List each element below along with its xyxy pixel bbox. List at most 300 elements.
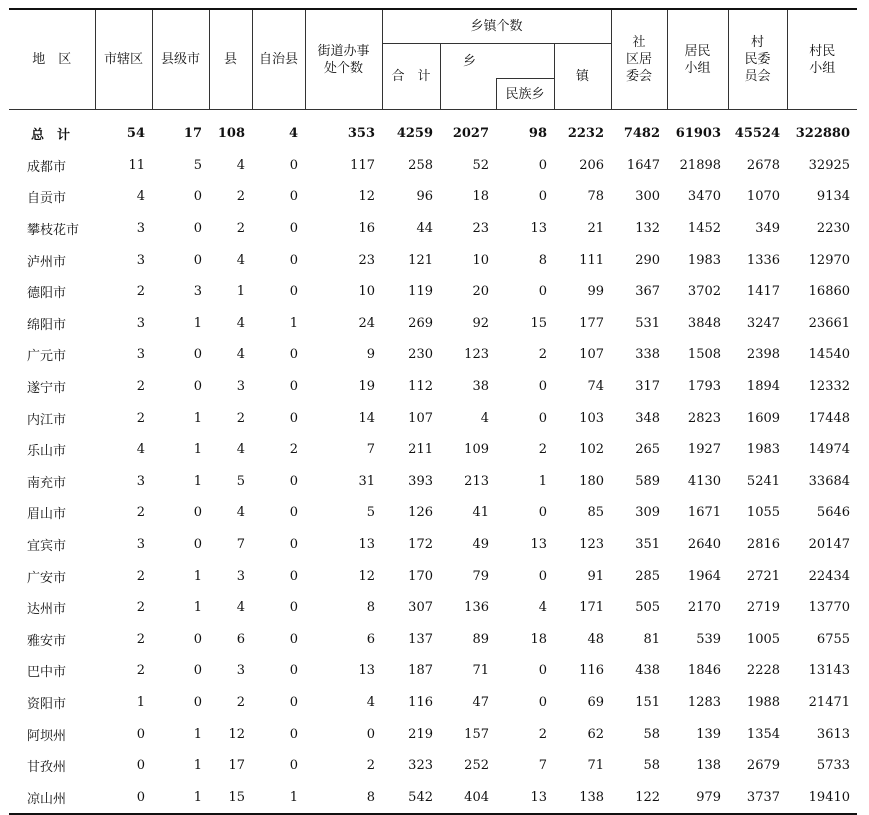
header-village-committees: 村 民委员会 — [728, 9, 787, 110]
xiang-cell: 41 — [472, 505, 489, 521]
table-row — [9, 150, 857, 182]
ethnic-xiang-cell: 0 — [538, 663, 547, 679]
community-committees-cell: 122 — [611, 781, 667, 814]
counties-cell: 5 — [236, 473, 245, 489]
table-row — [9, 181, 857, 213]
counties-cell: 4 — [236, 505, 245, 521]
region-name-cell: 内江市 — [27, 412, 67, 428]
ethnic-xiang-cell: 18 — [530, 631, 547, 647]
community-committees-cell: 531 — [635, 315, 661, 331]
counties-cell: 2 — [236, 221, 245, 237]
counties-cell: 2 — [236, 410, 245, 426]
region-name-cell: 宜宾市 — [27, 539, 67, 555]
region-name-cell: 雅安市 — [27, 633, 67, 649]
village-groups-cell: 6755 — [816, 631, 851, 647]
subdistricts-cell: 24 — [358, 315, 375, 331]
counties-cell: 3 — [236, 379, 245, 395]
region-name-cell: 泸州市 — [27, 254, 67, 270]
village-groups-cell: 13143 — [808, 663, 851, 679]
zhen-cell: 116 — [579, 663, 605, 679]
counties-cell: 4 — [236, 600, 245, 616]
resident-groups-cell: 61903 — [675, 126, 722, 142]
region-name-cell: 乐山市 — [27, 444, 67, 460]
autonomous-counties-cell: 0 — [289, 252, 298, 268]
xiang-cell: 213 — [464, 473, 489, 489]
village-groups-cell: 5733 — [816, 758, 851, 774]
autonomous-counties-cell: 0 — [289, 379, 298, 395]
community-committees-cell: 132 — [635, 221, 661, 237]
zhen-cell: 206 — [579, 157, 605, 173]
zhen-cell: 103 — [579, 410, 605, 426]
village-committees-cell: 1354 — [746, 726, 781, 742]
districts-cell: 0 — [95, 781, 152, 814]
community-committees-cell: 367 — [635, 284, 661, 300]
subdistricts-cell: 10 — [358, 284, 375, 300]
resident-groups-cell: 1793 — [687, 379, 722, 395]
subdistricts-cell: 4 — [366, 694, 375, 710]
village-groups-cell: 16860 — [808, 284, 851, 300]
zhen-cell: 69 — [587, 694, 605, 710]
resident-groups-cell: 1964 — [687, 568, 722, 584]
zhen-cell: 138 — [554, 781, 611, 814]
header-xiang-group — [440, 44, 554, 79]
ethnic-xiang-cell: 2 — [538, 726, 547, 742]
subdistricts-cell: 5 — [366, 505, 375, 521]
xiang-cell: 157 — [464, 726, 489, 742]
table-row — [9, 434, 857, 466]
districts-cell: 0 — [136, 758, 145, 774]
resident-groups-cell: 1452 — [687, 221, 722, 237]
resident-groups-cell: 2823 — [687, 410, 722, 426]
counties-cell: 4 — [236, 252, 245, 268]
subdistricts-cell: 13 — [358, 537, 375, 553]
counties-cell: 3 — [236, 568, 245, 584]
districts-cell: 2 — [136, 410, 145, 426]
village-committees-cell: 1983 — [746, 442, 781, 458]
subdistricts-cell: 8 — [366, 600, 375, 616]
subdistricts-cell: 12 — [358, 189, 375, 205]
community-committees-cell: 338 — [635, 347, 661, 363]
table-row — [9, 276, 857, 308]
township-total-cell: 4259 — [396, 126, 433, 142]
village-committees-cell: 1988 — [746, 694, 781, 710]
region-name-cell: 攀枝花市 — [27, 223, 80, 239]
subdistricts-cell: 8 — [305, 781, 382, 814]
region-name-cell: 阿坝州 — [27, 728, 67, 744]
community-committees-cell: 7482 — [623, 126, 661, 142]
table-row — [9, 308, 857, 340]
village-groups-cell: 32925 — [808, 157, 851, 173]
county-cities-cell: 1 — [193, 410, 202, 426]
counties-cell: 7 — [236, 537, 245, 553]
zhen-cell: 111 — [579, 252, 605, 268]
county-cities-cell: 0 — [193, 631, 202, 647]
resident-groups-cell: 138 — [696, 758, 722, 774]
table-row — [9, 339, 857, 371]
autonomous-counties-cell: 0 — [289, 189, 298, 205]
region-name-cell: 南充市 — [27, 475, 67, 491]
header-subdistricts: 街道办事处个数 — [305, 9, 382, 110]
village-groups-cell: 13770 — [808, 600, 851, 616]
zhen-cell: 62 — [587, 726, 605, 742]
ethnic-xiang-cell: 8 — [538, 252, 547, 268]
subdistricts-cell: 2 — [366, 758, 375, 774]
table-row — [9, 592, 857, 624]
districts-cell: 3 — [136, 347, 145, 363]
table-row — [9, 687, 857, 719]
table-row — [9, 497, 857, 529]
resident-groups-cell: 4130 — [687, 473, 722, 489]
village-committees-cell: 2398 — [746, 347, 781, 363]
subdistricts-cell: 0 — [366, 726, 375, 742]
village-committees-cell: 349 — [755, 221, 781, 237]
header-townships-group: 乡镇个数 — [382, 9, 611, 44]
ethnic-xiang-cell: 2 — [538, 442, 547, 458]
ethnic-xiang-cell: 0 — [538, 410, 547, 426]
zhen-cell: 74 — [587, 379, 605, 395]
resident-groups-cell: 139 — [696, 726, 722, 742]
districts-cell: 11 — [128, 157, 145, 173]
autonomous-counties-cell: 0 — [289, 473, 298, 489]
village-committees-cell: 3247 — [746, 315, 781, 331]
township-total-cell: 112 — [408, 379, 433, 395]
counties-cell: 4 — [236, 347, 245, 363]
autonomous-counties-cell: 0 — [289, 758, 298, 774]
subdistricts-cell: 23 — [358, 252, 375, 268]
zhen-cell: 99 — [587, 284, 605, 300]
districts-cell: 3 — [136, 315, 145, 331]
village-groups-cell: 21471 — [808, 694, 851, 710]
village-committees-cell: 5241 — [746, 473, 781, 489]
village-committees-cell: 2678 — [746, 157, 781, 173]
township-total-cell: 170 — [408, 568, 433, 584]
ethnic-xiang-cell: 0 — [538, 157, 547, 173]
table-row — [9, 371, 857, 403]
township-total-cell: 119 — [408, 284, 433, 300]
districts-cell: 2 — [136, 568, 145, 584]
township-total-cell: 323 — [408, 758, 433, 774]
county-cities-cell: 1 — [193, 473, 202, 489]
village-committees-cell: 3737 — [728, 781, 787, 814]
autonomous-counties-cell: 4 — [288, 126, 298, 142]
township-total-cell: 172 — [408, 537, 433, 553]
districts-cell: 3 — [136, 537, 145, 553]
autonomous-counties-cell: 0 — [289, 157, 298, 173]
districts-cell: 2 — [136, 631, 145, 647]
autonomous-counties-cell: 0 — [289, 726, 298, 742]
township-total-cell: 137 — [408, 631, 433, 647]
xiang-cell: 109 — [464, 442, 489, 458]
county-cities-cell: 1 — [193, 315, 202, 331]
region-name-cell: 绵阳市 — [27, 317, 67, 333]
counties-cell: 4 — [236, 315, 245, 331]
autonomous-counties-cell: 1 — [289, 315, 298, 331]
county-cities-cell: 3 — [193, 284, 202, 300]
village-committees-cell: 45524 — [734, 126, 781, 142]
village-committees-cell: 2719 — [746, 600, 781, 616]
village-groups-cell: 322880 — [795, 126, 851, 142]
ethnic-xiang-cell: 4 — [538, 600, 547, 616]
resident-groups-cell: 539 — [696, 631, 722, 647]
table-header — [9, 9, 857, 110]
ethnic-xiang-cell: 13 — [530, 537, 547, 553]
header-village-groups: 村民小组 — [787, 9, 857, 110]
districts-cell: 3 — [136, 252, 145, 268]
village-groups-cell: 3613 — [816, 726, 851, 742]
community-committees-cell: 290 — [635, 252, 661, 268]
xiang-cell: 79 — [472, 568, 489, 584]
autonomous-counties-cell: 0 — [289, 284, 298, 300]
table-row — [9, 402, 857, 434]
xiang-cell: 47 — [472, 694, 489, 710]
subdistricts-cell: 9 — [366, 347, 375, 363]
header-county-cities: 县级市 — [152, 9, 209, 110]
xiang-cell: 20 — [472, 284, 489, 300]
village-groups-cell: 14540 — [808, 347, 851, 363]
township-total-cell: 116 — [408, 694, 433, 710]
header-zhen: 镇 — [554, 44, 611, 110]
ethnic-xiang-cell: 0 — [538, 379, 547, 395]
ethnic-xiang-cell: 98 — [528, 126, 547, 142]
resident-groups-cell: 1927 — [687, 442, 722, 458]
counties-cell: 15 — [209, 781, 252, 814]
table-body — [9, 110, 857, 815]
counties-cell: 1 — [236, 284, 245, 300]
village-committees-cell: 1055 — [746, 505, 781, 521]
counties-cell: 4 — [236, 157, 245, 173]
resident-groups-cell: 1846 — [687, 663, 722, 679]
districts-cell: 0 — [136, 726, 145, 742]
community-committees-cell: 300 — [635, 189, 661, 205]
districts-cell: 2 — [136, 505, 145, 521]
village-groups-cell: 17448 — [808, 410, 851, 426]
county-cities-cell: 0 — [193, 252, 202, 268]
xiang-cell: 252 — [464, 758, 489, 774]
table-row — [9, 624, 857, 656]
resident-groups-cell: 1283 — [687, 694, 722, 710]
zhen-cell: 71 — [587, 758, 605, 774]
zhen-cell: 78 — [587, 189, 605, 205]
community-committees-cell: 348 — [635, 410, 661, 426]
header-xiang: 乡 — [462, 53, 476, 69]
ethnic-xiang-cell: 0 — [538, 284, 547, 300]
autonomous-counties-cell: 0 — [289, 347, 298, 363]
village-groups-cell: 33684 — [808, 473, 851, 489]
village-committees-cell: 1336 — [746, 252, 781, 268]
header-districts: 市辖区 — [95, 9, 152, 110]
counties-cell: 3 — [236, 663, 245, 679]
township-total-cell: 542 — [382, 781, 440, 814]
xiang-cell: 18 — [472, 189, 489, 205]
village-groups-cell: 12332 — [808, 379, 851, 395]
subdistricts-cell: 31 — [358, 473, 375, 489]
county-cities-cell: 1 — [193, 442, 202, 458]
ethnic-xiang-cell: 0 — [538, 189, 547, 205]
table-row — [9, 560, 857, 592]
xiang-cell: 52 — [472, 157, 489, 173]
community-committees-cell: 81 — [643, 631, 661, 647]
xiang-cell: 10 — [472, 252, 489, 268]
region-name-cell: 达州市 — [27, 602, 67, 618]
county-cities-cell: 1 — [193, 568, 202, 584]
counties-cell: 2 — [236, 189, 245, 205]
township-statistics-table — [9, 8, 857, 815]
region-name-cell: 巴中市 — [27, 665, 67, 681]
resident-groups-cell: 3470 — [687, 189, 722, 205]
community-committees-cell: 317 — [635, 379, 661, 395]
township-total-cell: 230 — [408, 347, 433, 363]
ethnic-xiang-cell: 13 — [530, 221, 547, 237]
subdistricts-cell: 12 — [358, 568, 375, 584]
districts-cell: 4 — [136, 442, 145, 458]
counties-cell: 17 — [228, 758, 245, 774]
community-committees-cell: 438 — [635, 663, 661, 679]
counties-cell: 4 — [236, 442, 245, 458]
village-groups-cell: 5646 — [816, 505, 851, 521]
county-cities-cell: 0 — [193, 189, 202, 205]
village-groups-cell: 9134 — [816, 189, 851, 205]
xiang-cell: 2027 — [452, 126, 489, 142]
autonomous-counties-cell: 0 — [289, 537, 298, 553]
zhen-cell: 171 — [579, 600, 605, 616]
zhen-cell: 85 — [587, 505, 605, 521]
table-row — [9, 655, 857, 687]
village-committees-cell: 2721 — [746, 568, 781, 584]
header-ethnic-xiang: 民族乡 — [496, 79, 554, 110]
table-row — [9, 781, 857, 814]
county-cities-cell: 0 — [193, 505, 202, 521]
zhen-cell: 107 — [579, 347, 605, 363]
county-cities-cell: 5 — [193, 157, 202, 173]
village-committees-cell: 1070 — [746, 189, 781, 205]
header-region: 地 区 — [9, 9, 95, 110]
ethnic-xiang-cell: 0 — [538, 694, 547, 710]
county-cities-cell: 1 — [193, 600, 202, 616]
counties-cell: 6 — [236, 631, 245, 647]
districts-cell: 2 — [136, 284, 145, 300]
resident-groups-cell: 3848 — [687, 315, 722, 331]
autonomous-counties-cell: 0 — [289, 410, 298, 426]
county-cities-cell: 1 — [193, 726, 202, 742]
subdistricts-cell: 14 — [358, 410, 375, 426]
county-cities-cell: 0 — [193, 537, 202, 553]
zhen-cell: 102 — [579, 442, 605, 458]
ethnic-xiang-cell: 15 — [530, 315, 547, 331]
resident-groups-cell: 1983 — [687, 252, 722, 268]
resident-groups-cell: 2640 — [687, 537, 722, 553]
community-committees-cell: 58 — [643, 758, 661, 774]
table-row — [9, 213, 857, 245]
xiang-cell: 38 — [472, 379, 489, 395]
subdistricts-cell: 7 — [366, 442, 375, 458]
village-groups-cell: 20147 — [808, 537, 851, 553]
table-row — [9, 750, 857, 782]
zhen-cell: 123 — [579, 537, 605, 553]
xiang-cell: 404 — [440, 781, 496, 814]
region-name-cell: 自贡市 — [27, 191, 67, 207]
community-committees-cell: 589 — [635, 473, 661, 489]
subdistricts-cell: 353 — [347, 126, 375, 142]
county-cities-cell: 0 — [193, 221, 202, 237]
resident-groups-cell: 2170 — [687, 600, 722, 616]
region-name-cell: 广元市 — [27, 349, 67, 365]
region-name-cell: 甘孜州 — [27, 760, 67, 776]
township-total-cell: 107 — [408, 410, 433, 426]
region-name-cell: 总 计 — [31, 128, 71, 144]
xiang-cell: 136 — [464, 600, 489, 616]
township-total-cell: 121 — [408, 252, 433, 268]
township-total-cell: 258 — [408, 157, 433, 173]
community-committees-cell: 1647 — [626, 157, 661, 173]
districts-cell: 54 — [126, 126, 145, 142]
county-cities-cell: 0 — [193, 663, 202, 679]
village-committees-cell: 2228 — [746, 663, 781, 679]
districts-cell: 4 — [136, 189, 145, 205]
region-name-cell: 资阳市 — [27, 696, 67, 712]
xiang-cell: 123 — [464, 347, 489, 363]
xiang-cell: 49 — [472, 537, 489, 553]
zhen-cell: 180 — [579, 473, 605, 489]
village-committees-cell: 2816 — [746, 537, 781, 553]
header-resident-groups: 居民小组 — [667, 9, 728, 110]
xiang-cell: 4 — [480, 410, 489, 426]
township-total-cell: 393 — [408, 473, 433, 489]
table-row — [9, 529, 857, 561]
county-cities-cell: 1 — [193, 758, 202, 774]
districts-cell: 3 — [136, 473, 145, 489]
region-name-cell: 成都市 — [27, 159, 67, 175]
autonomous-counties-cell: 0 — [289, 631, 298, 647]
districts-cell: 3 — [136, 221, 145, 237]
subdistricts-cell: 117 — [350, 157, 375, 173]
county-cities-cell: 0 — [193, 694, 202, 710]
autonomous-counties-cell: 2 — [289, 442, 298, 458]
village-committees-cell: 1417 — [746, 284, 781, 300]
header-township-total: 合 计 — [382, 44, 440, 110]
table-row — [9, 466, 857, 498]
subdistricts-cell: 6 — [366, 631, 375, 647]
statistics-table-container — [9, 8, 857, 815]
community-committees-cell: 309 — [635, 505, 661, 521]
districts-cell: 2 — [136, 663, 145, 679]
autonomous-counties-cell: 0 — [289, 663, 298, 679]
village-groups-cell: 19410 — [787, 781, 857, 814]
county-cities-cell: 1 — [152, 781, 209, 814]
header-community-committees: 社 区居委会 — [611, 9, 667, 110]
zhen-cell: 21 — [587, 221, 605, 237]
village-groups-cell: 14974 — [808, 442, 851, 458]
ethnic-xiang-cell: 0 — [538, 568, 547, 584]
community-committees-cell: 151 — [635, 694, 661, 710]
xiang-cell: 89 — [472, 631, 489, 647]
county-cities-cell: 0 — [193, 347, 202, 363]
districts-cell: 1 — [136, 694, 145, 710]
counties-cell: 12 — [228, 726, 245, 742]
resident-groups-cell: 979 — [667, 781, 728, 814]
total-row — [9, 110, 857, 150]
xiang-cell: 92 — [472, 315, 489, 331]
subdistricts-cell: 19 — [358, 379, 375, 395]
community-committees-cell: 351 — [635, 537, 661, 553]
township-total-cell: 44 — [416, 221, 433, 237]
zhen-cell: 177 — [579, 315, 605, 331]
region-name-cell: 遂宁市 — [27, 381, 67, 397]
village-committees-cell: 2679 — [746, 758, 781, 774]
community-committees-cell: 285 — [635, 568, 661, 584]
village-groups-cell: 12970 — [808, 252, 851, 268]
region-name-cell: 广安市 — [27, 570, 67, 586]
autonomous-counties-cell: 0 — [289, 505, 298, 521]
